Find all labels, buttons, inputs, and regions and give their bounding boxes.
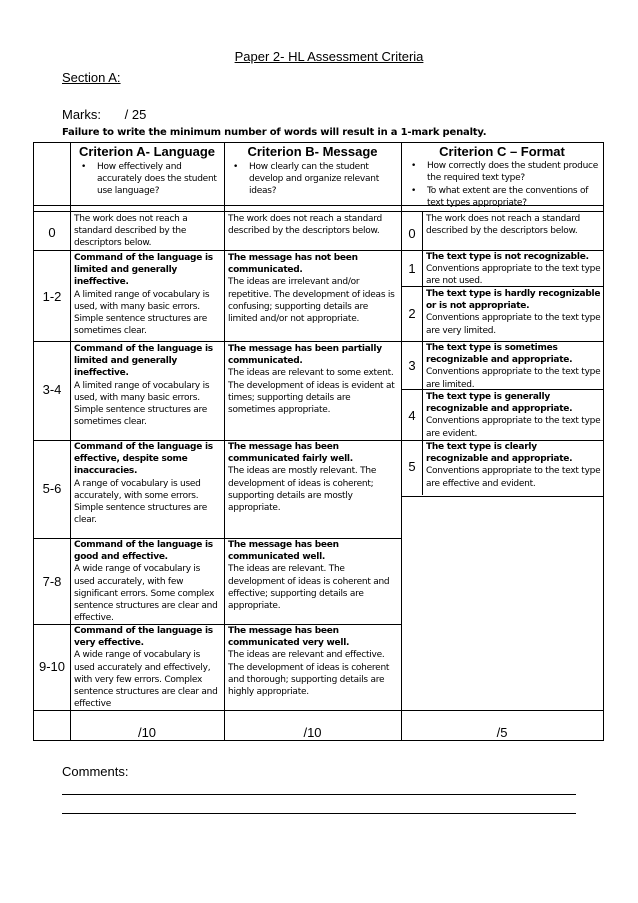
- criterion-c-score: /5: [496, 725, 508, 740]
- row-divider: [34, 211, 603, 212]
- criterion-a-score: /10: [137, 725, 157, 740]
- criterion-b-question: • How clearly can the student develop and organize relevant ideas?: [233, 162, 379, 197]
- criterion-b-descriptor: The message has been communicated well. The ideas are relevant. The development of ideas is coherent and effective; supporting details are appropriate.: [228, 540, 390, 612]
- criterion-b-descriptor: The message has been communicated fairly well. The ideas are mostly relevant. The development of ideas is coherent; supporting details are mostly appropriate.: [228, 442, 377, 514]
- criterion-b-descriptor: The message has been partially communicated. The ideas are relevant to some extent. The development of ideas is evident at times; supporting details are sometimes appropriate.: [228, 344, 395, 416]
- band-label: 5-6: [42, 481, 62, 496]
- criterion-c-question: • To what extent are the conventions of text types appropriate?: [411, 186, 589, 209]
- format-level-number: 0: [408, 226, 416, 241]
- page-title: Paper 2- HL Assessment Criteria: [234, 49, 424, 64]
- bullet-icon: •: [233, 162, 239, 172]
- band-label: 7-8: [42, 574, 62, 589]
- comments-label: Comments:: [62, 764, 129, 779]
- bullet-icon: •: [411, 161, 417, 171]
- criterion-a-question: • How effectively and accurately does the student use language?: [81, 162, 217, 197]
- criterion-b-descriptor: The work does not reach a standard described by the descriptors below.: [228, 214, 383, 237]
- criterion-a-descriptor: Command of the language is effective, despite some inaccuracies. A range of vocabulary is used accurately, with some errors. Simple sentence structures are clear.: [74, 442, 213, 526]
- band-label: 1-2: [42, 289, 62, 304]
- band-label: 0: [48, 225, 56, 240]
- criterion-b-title: Criterion B- Message: [247, 144, 378, 159]
- assessment-table: [33, 142, 604, 741]
- comment-line: [62, 813, 576, 814]
- criterion-a-descriptor: Command of the language is very effective. A wide range of vocabulary is used accurately and effectively, with very few errors. Complex sentence structures are clear and effective: [74, 626, 218, 710]
- col-divider: [224, 143, 225, 740]
- row-divider: [401, 496, 603, 497]
- format-descriptor: The text type is not recognizable. Conventions appropriate to the text type are not used.: [426, 252, 601, 287]
- format-descriptor: The text type is generally recognizable and appropriate. Conventions appropriate to the text type are evident.: [426, 392, 601, 439]
- penalty-note: Failure to write the minimum number of words will result in a 1-mark penalty.: [62, 127, 487, 138]
- band-label: 9-10: [38, 659, 66, 674]
- format-level-number: 1: [408, 261, 416, 276]
- format-level-number: 3: [408, 358, 416, 373]
- format-descriptor: The text type is sometimes recognizable and appropriate. Conventions appropriate to the text type are limited.: [426, 343, 601, 390]
- format-level-number: 2: [408, 306, 416, 321]
- bullet-icon: •: [81, 162, 87, 172]
- format-level-number: 4: [408, 408, 416, 423]
- bullet-icon: •: [411, 186, 417, 196]
- format-descriptor: The work does not reach a standard described by the descriptors below.: [426, 214, 581, 237]
- criterion-b-score: /10: [303, 725, 322, 740]
- criterion-a-descriptor: Command of the language is limited and generally ineffective. A limited range of vocabulary is used, with many basic errors. Simple sentence structures are sometimes clear.: [74, 253, 213, 337]
- band-label: 3-4: [42, 382, 62, 397]
- criterion-c-question: • How correctly does the student produce the required text type?: [411, 161, 599, 184]
- format-descriptor: The text type is hardly recognizable or is not appropriate. Conventions appropriate to the text type are very limited.: [426, 289, 601, 336]
- format-level-number: 5: [408, 459, 416, 474]
- marks-line: [62, 107, 146, 122]
- criterion-a-descriptor: Command of the language is limited and generally ineffective. A limited range of vocabulary is used, with many basic errors. Simple sentence structures are sometimes clear.: [74, 344, 213, 428]
- level-divider: [422, 212, 423, 495]
- marks-label: Marks:: [62, 107, 101, 122]
- criterion-a-descriptor: Command of the language is good and effective. A wide range of vocabulary is used accurately, with few significant errors. Some complex sentence structures are clear and effective.: [74, 540, 218, 624]
- col-divider: [70, 143, 71, 740]
- section-label: Section A:: [62, 70, 121, 85]
- criterion-a-descriptor: The work does not reach a standard described by the descriptors below.: [74, 214, 188, 249]
- criterion-b-descriptor: The message has not been communicated. The ideas are irrelevant and/or repetitive. The development of ideas is confusing; supporting details are limited and/or not appropriate.: [228, 253, 395, 325]
- criterion-c-title: Criterion C – Format: [439, 144, 565, 159]
- criterion-b-descriptor: The message has been communicated very well. The ideas are relevant and effective. The development of ideas is coherent and thorough; supporting details are highly appropriate.: [228, 626, 390, 698]
- marks-value: / 25: [124, 107, 147, 122]
- format-descriptor: The text type is clearly recognizable and appropriate. Conventions appropriate to the text type are effective and evident.: [426, 442, 601, 489]
- comment-line: [62, 794, 576, 795]
- criterion-a-title: Criterion A- Language: [78, 144, 216, 159]
